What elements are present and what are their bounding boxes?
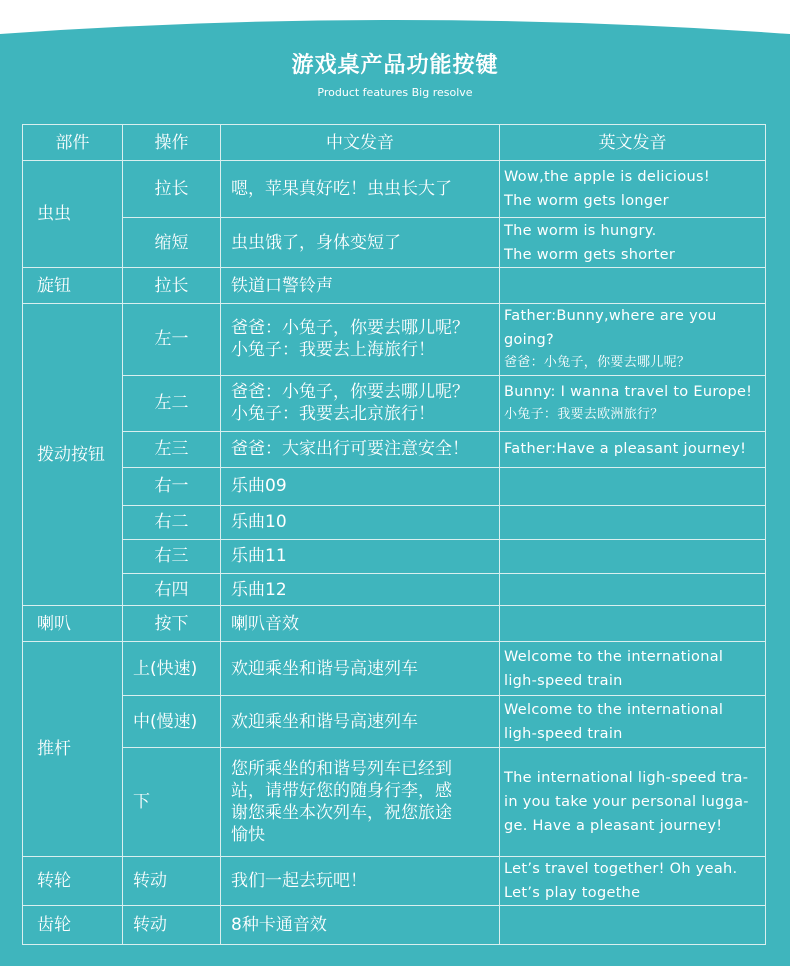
page-subtitle: Product features Big resolve [317, 86, 473, 99]
english-line: Let’s travel together! Oh yeah. [504, 860, 738, 877]
operation-cell: 右三 [123, 539, 221, 573]
chinese-sound-cell [221, 606, 500, 642]
english-sound-cell [500, 218, 766, 268]
part-cell: 转轮 [23, 856, 123, 905]
chinese-line: 乐曲09 [231, 476, 287, 497]
english-cell-chinese-note: 小兔子：我要去欧洲旅行？ [504, 407, 664, 423]
english-line: The worm gets longer [504, 193, 669, 210]
chinese-line: 欢迎乘坐和谐号高速列车 [231, 658, 418, 679]
chinese-sound-cell [221, 375, 500, 431]
table-row [23, 856, 766, 905]
operation-cell: 左一 [123, 304, 221, 375]
chinese-line: 愉快 [231, 825, 265, 846]
table-row [23, 375, 766, 431]
operation-cell: 缩短 [123, 218, 221, 268]
table-row [23, 574, 766, 606]
table-row [23, 905, 766, 944]
chinese-line: 虫虫饿了，身体变短了 [231, 232, 401, 253]
chinese-sound-cell [221, 161, 500, 218]
chinese-sound-cell [221, 539, 500, 573]
english-sound-cell [500, 696, 766, 748]
english-line: Father:Have a pleasant journey! [504, 441, 747, 458]
chinese-line: 嗯，苹果真好吃！虫虫长大了 [231, 179, 452, 200]
operation-cell: 左二 [123, 375, 221, 431]
part-cell: 拨动按钮 [23, 304, 123, 606]
english-line: The worm is hungry. [504, 222, 657, 239]
chinese-sound-cell [221, 642, 500, 696]
chinese-sound-cell [221, 574, 500, 606]
english-cell-chinese-note: 爸爸：小兔子，你要去哪儿呢？ [504, 355, 691, 371]
operation-cell: 转动 [123, 905, 221, 944]
chinese-sound-cell [221, 905, 500, 944]
chinese-line: 谢您乘坐本次列车，祝您旅途 [231, 803, 452, 824]
english-line: Welcome to the international [504, 701, 724, 718]
chinese-line: 铁道口警铃声 [231, 275, 333, 296]
english-line: ligh-speed train [504, 672, 623, 689]
chinese-line: 喇叭音效 [231, 613, 299, 634]
chinese-line: 爸爸：大家出行可要注意安全！ [231, 439, 469, 460]
chinese-sound-cell [221, 431, 500, 467]
table-row [23, 218, 766, 268]
table-row [23, 748, 766, 856]
chinese-sound-cell [221, 696, 500, 748]
operation-cell: 中(慢速) [123, 696, 221, 748]
chinese-sound-cell [221, 304, 500, 375]
english-line: Let’s play togethe [504, 884, 641, 901]
column-header: 操作 [123, 125, 221, 161]
chinese-sound-cell [221, 218, 500, 268]
english-sound-cell [500, 606, 766, 642]
page-title: 游戏桌产品功能按键 [291, 53, 499, 78]
chinese-line: 我们一起去玩吧！ [231, 870, 367, 891]
english-sound-cell [500, 539, 766, 573]
chinese-line: 爸爸：小兔子，你要去哪儿呢？ [231, 382, 469, 403]
table-row [23, 268, 766, 304]
chinese-sound-cell [221, 856, 500, 905]
chinese-line: 站，请带好您的随身行李，感 [231, 781, 452, 802]
operation-cell: 右二 [123, 505, 221, 539]
english-sound-cell [500, 467, 766, 505]
english-line: Bunny: I wanna travel to Europe! [504, 384, 753, 401]
english-sound-cell [500, 905, 766, 944]
english-line: The worm gets shorter [504, 246, 676, 263]
table-header-row [23, 125, 766, 161]
column-header: 中文发音 [221, 125, 500, 161]
english-line: ge. Have a pleasant journey! [504, 818, 723, 835]
part-cell: 齿轮 [23, 905, 123, 944]
english-sound-cell [500, 748, 766, 856]
english-sound-cell [500, 268, 766, 304]
column-header: 部件 [23, 125, 123, 161]
chinese-sound-cell [221, 268, 500, 304]
table-row [23, 467, 766, 505]
english-sound-cell [500, 375, 766, 431]
chinese-line: 8种卡通音效 [231, 914, 327, 935]
chinese-line: 您所乘坐的和谐号列车已经到 [231, 759, 452, 780]
column-header: 英文发音 [500, 125, 766, 161]
operation-cell: 上(快速) [123, 642, 221, 696]
part-cell: 旋钮 [23, 268, 123, 304]
chinese-line: 乐曲12 [231, 579, 287, 600]
operation-cell: 转动 [123, 856, 221, 905]
english-sound-cell [500, 431, 766, 467]
operation-cell: 拉长 [123, 268, 221, 304]
operation-cell: 右四 [123, 574, 221, 606]
table-row [23, 606, 766, 642]
table-row [23, 642, 766, 696]
operation-cell: 下 [123, 748, 221, 856]
english-line: Wow,the apple is delicious! [504, 169, 710, 186]
english-sound-cell [500, 574, 766, 606]
english-sound-cell [500, 304, 766, 375]
english-sound-cell [500, 505, 766, 539]
feature-table [22, 124, 766, 945]
english-line: going? [504, 332, 554, 349]
part-cell: 虫虫 [23, 161, 123, 268]
part-cell: 推杆 [23, 642, 123, 857]
english-sound-cell [500, 642, 766, 696]
part-cell: 喇叭 [23, 606, 123, 642]
chinese-line: 小兔子：我要去上海旅行！ [231, 340, 435, 361]
table-row [23, 161, 766, 218]
table-row [23, 304, 766, 375]
english-sound-cell [500, 161, 766, 218]
english-line: Father:Bunny,where are you [504, 308, 717, 325]
chinese-line: 乐曲10 [231, 512, 287, 533]
operation-cell: 按下 [123, 606, 221, 642]
operation-cell: 右一 [123, 467, 221, 505]
chinese-sound-cell [221, 467, 500, 505]
chinese-sound-cell [221, 505, 500, 539]
english-line: The international ligh-speed tra- [504, 770, 749, 787]
chinese-line: 爸爸：小兔子，你要去哪儿呢？ [231, 318, 469, 339]
operation-cell: 拉长 [123, 161, 221, 218]
chinese-line: 小兔子：我要去北京旅行！ [231, 404, 435, 425]
chinese-line: 乐曲11 [231, 546, 287, 567]
operation-cell: 左三 [123, 431, 221, 467]
table-row [23, 696, 766, 748]
chinese-line: 欢迎乘坐和谐号高速列车 [231, 711, 418, 732]
english-line: in you take your personal lugga- [504, 794, 749, 811]
english-line: Welcome to the international [504, 648, 724, 665]
table-row [23, 505, 766, 539]
english-sound-cell [500, 856, 766, 905]
english-line: ligh-speed train [504, 725, 623, 742]
chinese-sound-cell [221, 748, 500, 856]
table-row [23, 539, 766, 573]
table-row [23, 431, 766, 467]
